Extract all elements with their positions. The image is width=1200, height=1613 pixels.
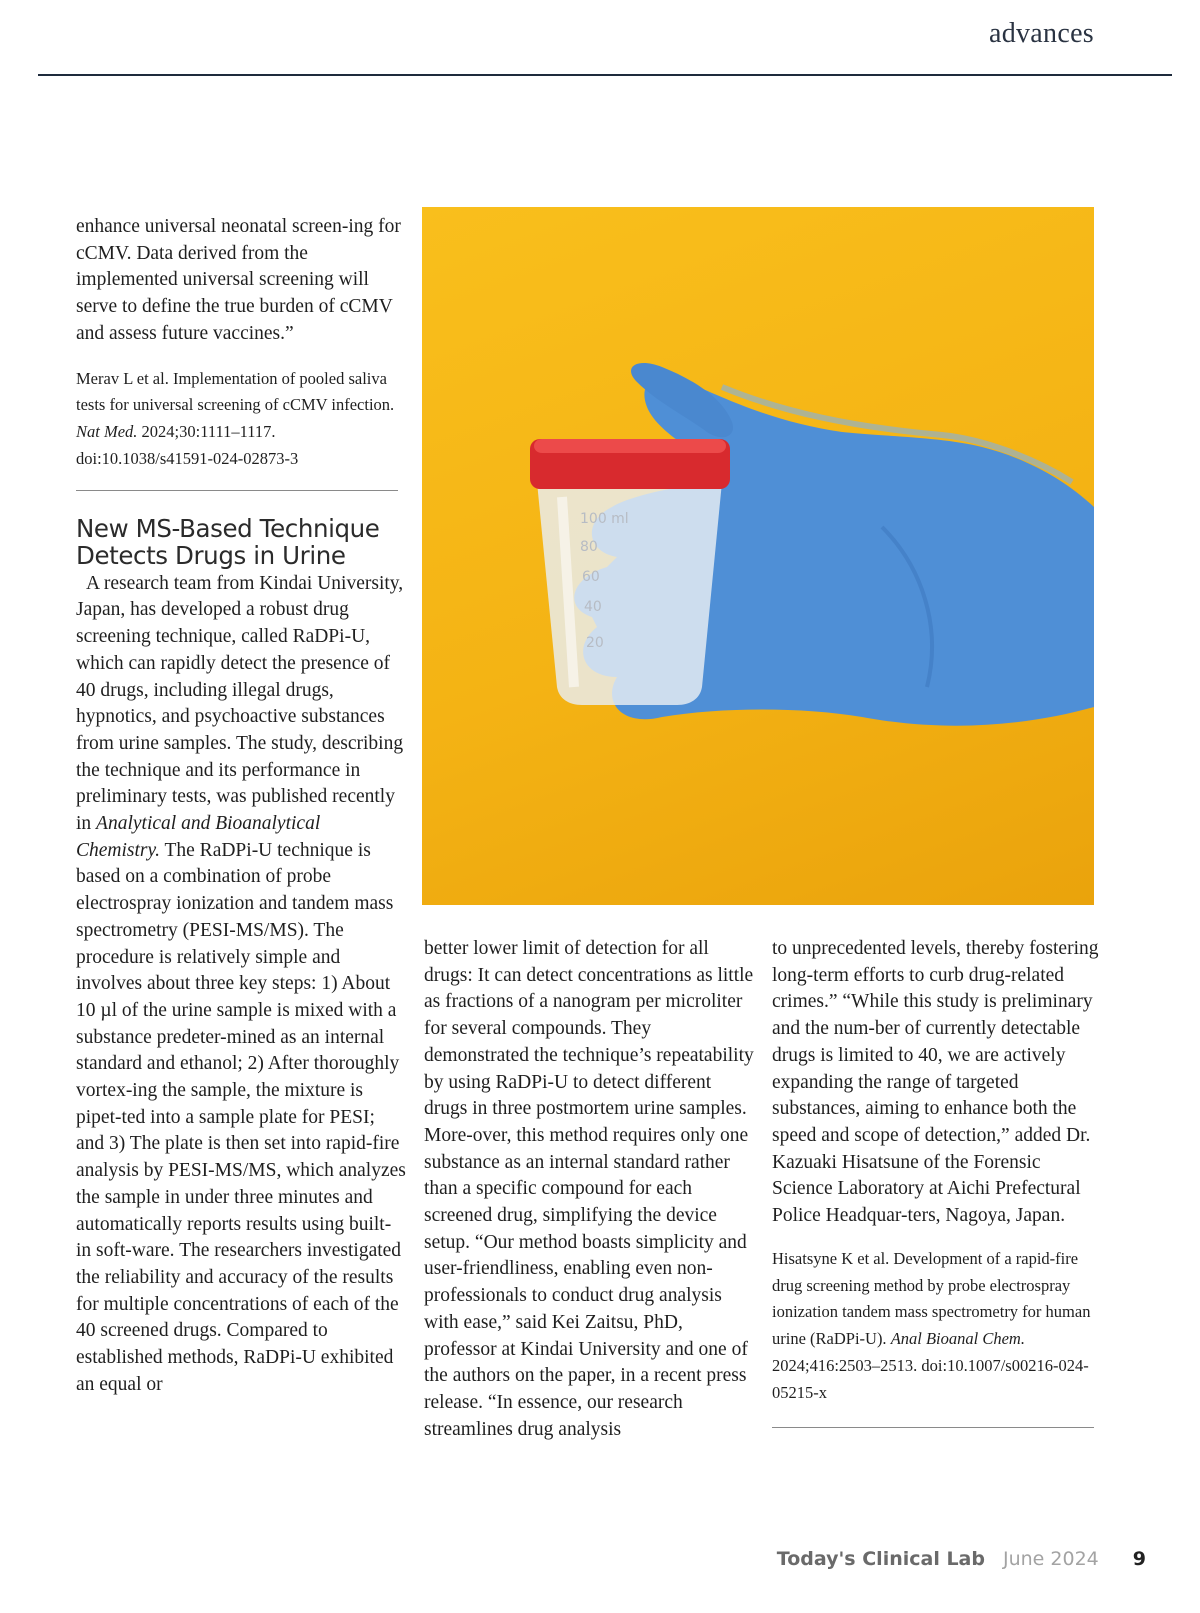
- reference-1: [76, 366, 406, 473]
- publication-name: Today's Clinical Lab: [776, 1548, 985, 1570]
- cup-marking-100: 100 ml: [580, 511, 629, 527]
- reference-2-text: Hisatsyne K et al. Development of a rapid-fire drug screening method by probe electrospray ionization tandem mass spectrometry for human urine (RaDPi-U).: [772, 1248, 1091, 1349]
- column-3: [772, 936, 1102, 1428]
- cup-marking-40: 40: [584, 599, 602, 615]
- column-3-text: to unprecedented levels, thereby fostering long-term efforts to curb drug-related crimes.” “While this study is preliminary and the num-ber of currently detectable drugs is limited to 40, we are actively expanding the range of targeted substances, aiming to enhance both the speed and scope of detection,” added Dr. Kazuaki Hisatsune of the Forensic Science Laboratory at Aichi Prefectural Police Headquar-ters, Nagoya, Japan.: [772, 938, 1099, 1227]
- reference-2-journal: Anal Bioanal Chem.: [890, 1329, 1025, 1349]
- gloved-hand-with-urine-cup-illustration: [422, 207, 1094, 905]
- cup-marking-80: 80: [580, 539, 598, 555]
- reference-1-journal: Nat Med.: [76, 422, 138, 442]
- page-number: 9: [1132, 1548, 1146, 1570]
- issue-date: June 2024: [1002, 1548, 1099, 1570]
- section-label: advances: [988, 18, 1094, 49]
- article-headline: New MS-Based Technique Detects Drugs in Urine: [76, 513, 380, 570]
- reference-2: [772, 1246, 1102, 1407]
- body-journal-name: Analytical and Bioanalytical Chemistry.: [76, 813, 321, 861]
- article-photo: [422, 207, 1094, 905]
- reference-1-citation: 2024;30:1111–1117. doi:10.1038/s41591-024-02873-3: [76, 422, 299, 468]
- reference-2-citation: 2024;416:2503–2513. doi:10.1007/s00216-024-05215-x: [772, 1355, 1089, 1402]
- cup-marking-20: 20: [586, 635, 604, 651]
- cup-marking-60: 60: [582, 569, 600, 585]
- article-body-start: [76, 571, 406, 1399]
- reference-1-text: Merav L et al. Implementation of pooled saliva tests for universal screening of cCMV infection.: [76, 368, 395, 415]
- column-2: [424, 936, 754, 1443]
- article-divider: [76, 490, 398, 491]
- column-2-text: better lower limit of detection for all drugs: It can detect concentrations as little as fractions of a nanogram per microliter for several compounds. They demonstrated the technique’s repeatability by using RaDPi-U to detect different drugs in three postmortem urine samples. More-over, this method requires only one substance as an internal standard rather than a specific compound for each screened drug, simplifying the device setup. “Our method boasts simplicity and user-friendliness, enabling even non-professionals to conduct drug analysis with ease,” said Kei Zaitsu, PhD, professor at Kindai University and one of the authors on the paper, in a recent press release. “In essence, our research streamlines drug analysis: [424, 938, 754, 1440]
- lead-paragraph: enhance universal neonatal screen-ing for cCMV. Data derived from the implemented universal screening will serve to define the true burden of cCMV and assess future vaccines.”: [76, 216, 401, 344]
- body-text-part2: The RaDPi-U technique is based on a combination of probe electrospray ionization and tandem mass spectrometry (PESI-MS/MS). The procedure is relatively simple and involves about three key steps: 1) About 10 µl of the urine sample is mixed with a substance predeter-mined as an internal standard and ethanol; 2) After thoroughly vortex-ing the sample, the mixture is pipet-ted into a sample plate for PESI; and 3) The plate is then set into rapid-fire analysis by PESI-MS/MS, which analyzes the sample in under three minutes and automatically reports results using built-in soft-ware. The researchers investigated the reliability and accuracy of the results for multiple concentrations of each of the 40 screened drugs. Compared to established methods, RaDPi-U exhibited an equal or: [76, 839, 406, 1395]
- body-text-part1: A research team from Kindai University, Japan, has developed a robust drug screening technique, called RaDPi-U, which can rapidly detect the presence of 40 drugs, including illegal drugs, hypnotics, and psychoactive substances from urine samples. The study, describing the technique and its performance in preliminary tests, was published recently in: [76, 572, 404, 835]
- cup-lid-top: [534, 439, 726, 453]
- column-1: [76, 214, 406, 1399]
- header-rule: [38, 74, 1172, 76]
- page-footer: [777, 1548, 1146, 1578]
- article-end-rule: [772, 1427, 1094, 1428]
